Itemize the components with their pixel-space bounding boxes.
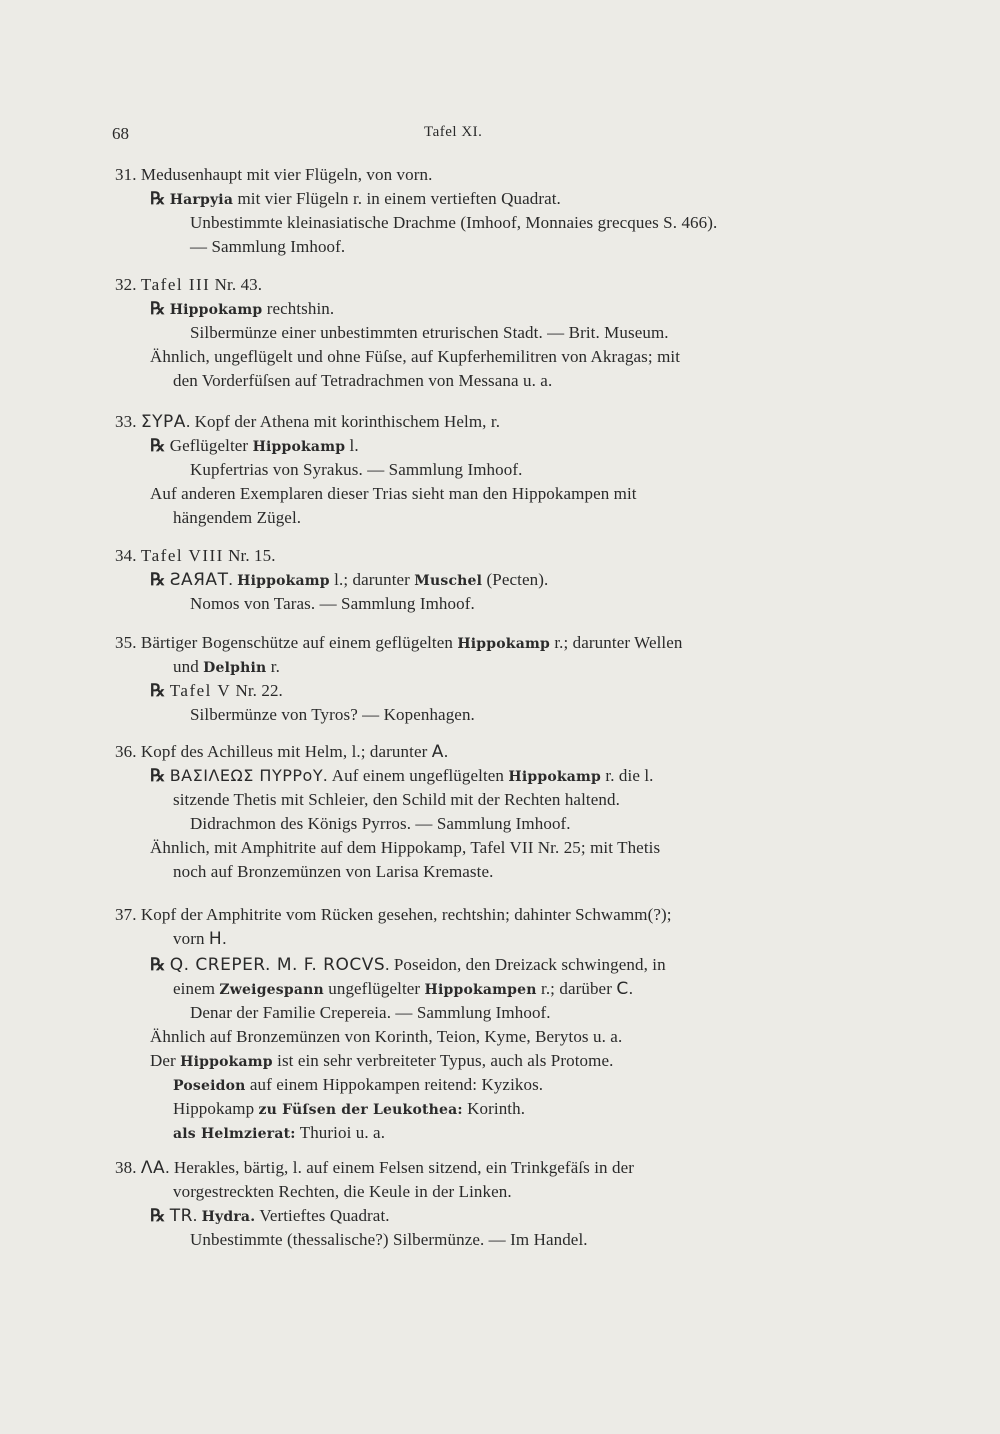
reverse-symbol: ℞ xyxy=(150,570,166,589)
entry-34-line-3: Nomos von Taras. — Sammlung Imhoof. xyxy=(190,594,475,613)
entry-number: 38. xyxy=(115,1158,137,1177)
bold-term: Hippokamp xyxy=(237,573,330,589)
reverse-symbol: ℞ xyxy=(150,1206,166,1225)
entry-36-line-1: 36. Kopf des Achilleus mit Helm, l.; darunter A. xyxy=(115,742,449,762)
entry-33-line-5: hängendem Zügel. xyxy=(173,508,302,527)
entry-32-line-1: 32. Tafel III Nr. 43. xyxy=(115,275,263,294)
entry-37-line-7: Der Hippokamp ist ein sehr verbreiteter Typus, auch als Protome. xyxy=(150,1051,614,1070)
entry-37-line-4: einem Zweigespann ungeflügelter Hippokampen r.; darüber C. xyxy=(173,979,634,999)
bold-term: Harpyia xyxy=(169,192,234,208)
entry-38-line-2: vorgestreckten Rechten, die Keule in der Linken. xyxy=(173,1182,512,1201)
entry-31-line-4: — Sammlung Imhoof. xyxy=(190,237,346,256)
page-number: 68 xyxy=(112,124,129,143)
reverse-symbol: ℞ xyxy=(150,299,166,318)
bold-term: zu Füſsen der Leukothea: xyxy=(258,1102,463,1118)
entry-number: 37. xyxy=(115,905,137,924)
greek-letter: A xyxy=(431,742,444,762)
entry-32-line-4: Ähnlich, ungeflügelt und ohne Füſse, auf Kupferhemilitren von Akragas; mit xyxy=(150,347,681,366)
legend-letter: H xyxy=(208,929,223,949)
bold-term: Muschel xyxy=(414,573,483,589)
legend-letter: C xyxy=(616,979,629,999)
bold-term: Hippokampen xyxy=(424,982,537,998)
entry-37-line-5: Denar der Familie Crepereia. — Sammlung Imhoof. xyxy=(190,1003,551,1022)
reverse-symbol: ℞ xyxy=(150,766,166,785)
entry-31-line-2: ℞ Harpyia mit vier Flügeln r. in einem vertieften Quadrat. xyxy=(150,189,561,208)
entry-37-line-3: ℞ Q. CREPER. M. F. ROCVS. Poseidon, den Dreizack schwingend, in xyxy=(150,955,666,975)
entry-35-line-4: Silbermünze von Tyros? — Kopenhagen. xyxy=(190,705,475,724)
entry-35-line-2: und Delphin r. xyxy=(173,657,280,676)
bold-term: Hippokamp xyxy=(457,636,550,652)
entry-32-line-5: den Vorderfüſsen auf Tetradrachmen von Messana u. a. xyxy=(173,371,553,390)
plate-reference: Tafel V xyxy=(169,681,232,700)
entry-36-line-2: ℞ ΒΑΣΙΛΕΩΣ ΠΥΡΡoΥ. Auf einem ungeflügelten Hippokamp r. die l. xyxy=(150,766,654,785)
entry-33-line-2: ℞ Geflügelter Hippokamp l. xyxy=(150,436,359,455)
entry-38-line-1: 38. ΛΑ. Herakles, bärtig, l. auf einem Felsen sitzend, ein Trinkgefäſs in der xyxy=(115,1158,635,1178)
reverse-symbol: ℞ xyxy=(150,189,166,208)
greek-legend: ƧΑЯΑΤ xyxy=(169,570,229,590)
bold-term: Delphin xyxy=(203,660,267,676)
entry-33-line-1: 33. ΣΥΡΑ. Kopf der Athena mit korinthischem Helm, r. xyxy=(115,412,501,432)
bold-term: Hippokamp xyxy=(508,769,602,785)
entry-36-line-6: noch auf Bronzemünzen von Larisa Kremaste. xyxy=(173,862,494,881)
entry-36-line-4: Didrachmon des Königs Pyrros. — Sammlung Imhoof. xyxy=(190,814,571,833)
entry-32-line-2: ℞ Hippokamp rechtshin. xyxy=(150,299,335,318)
greek-legend: TR xyxy=(169,1206,193,1226)
entry-33-line-4: Auf anderen Exemplaren dieser Trias sieht man den Hippokampen mit xyxy=(150,484,637,503)
greek-legend: ΒΑΣΙΛΕΩΣ ΠΥΡΡoΥ xyxy=(169,766,324,785)
bold-term: Hippokamp xyxy=(180,1054,273,1070)
entry-38-line-4: Unbestimmte (thessalische?) Silbermünze. — Im Handel. xyxy=(190,1230,588,1249)
entry-37-line-6: Ähnlich auf Bronzemünzen von Korinth, Teion, Kyme, Berytos u. a. xyxy=(150,1027,623,1046)
latin-legend: Q. CREPER. M. F. ROCVS xyxy=(169,955,386,975)
entry-37-line-8: Poseidon auf einem Hippokampen reitend: Kyzikos. xyxy=(173,1075,544,1094)
entry-36-line-3: sitzende Thetis mit Schleier, den Schild mit der Rechten haltend. xyxy=(173,790,620,809)
entry-32-line-3: Silbermünze einer unbestimmten etrurischen Stadt. — Brit. Museum. xyxy=(190,323,669,342)
entry-31-line-3: Unbestimmte kleinasiatische Drachme (Imhoof, Monnaies grecques S. 466). xyxy=(190,213,718,232)
entry-number: 35. xyxy=(115,633,137,652)
entry-37-line-1: 37. Kopf der Amphitrite vom Rücken gesehen, rechtshin; dahinter Schwamm(?); xyxy=(115,905,672,924)
greek-legend: ΣΥΡΑ xyxy=(140,412,186,432)
bold-term: Zweigespann xyxy=(219,982,324,998)
entry-33-line-3: Kupfertrias von Syrakus. — Sammlung Imhoof. xyxy=(190,460,523,479)
reverse-symbol: ℞ xyxy=(150,681,166,700)
page-title: Tafel XI. xyxy=(424,124,483,140)
reverse-symbol: ℞ xyxy=(150,436,166,455)
obverse-text: Medusenhaupt mit vier Flügeln, von vorn. xyxy=(140,165,433,184)
entry-38-line-3: ℞ TR. Hydra. Vertieftes Quadrat. xyxy=(150,1206,390,1226)
entry-34-line-1: 34. Tafel VIII Nr. 15. xyxy=(115,546,276,565)
reverse-symbol: ℞ xyxy=(150,955,166,974)
entry-35-line-1: 35. Bärtiger Bogenschütze auf einem geflügelten Hippokamp r.; darunter Wellen xyxy=(115,633,683,652)
bold-term: Hippokamp xyxy=(252,439,346,455)
greek-legend: ΛΑ xyxy=(140,1158,166,1178)
entry-34-line-2: ℞ ƧΑЯΑΤ. Hippokamp l.; darunter Muschel (Pecten). xyxy=(150,570,549,590)
entry-36-line-5: Ähnlich, mit Amphitrite auf dem Hippokamp, Tafel VII Nr. 25; mit Thetis xyxy=(150,838,661,857)
plate-reference: Tafel III xyxy=(140,275,211,294)
entry-number: 31. xyxy=(115,165,137,184)
entry-number: 33. xyxy=(115,412,137,431)
entry-37-line-2: vorn H. xyxy=(173,929,227,949)
entry-number: 36. xyxy=(115,742,137,761)
entry-37-line-9: Hippokamp zu Füſsen der Leukothea: Korinth. xyxy=(173,1099,526,1118)
bold-term: Poseidon xyxy=(173,1078,246,1094)
entry-35-line-3: ℞ Tafel V Nr. 22. xyxy=(150,681,283,700)
entry-number: 32. xyxy=(115,275,137,294)
entry-number: 34. xyxy=(115,546,137,565)
entry-37-line-10: als Helmzierat: Thurioi u. a. xyxy=(173,1123,386,1142)
plate-reference: Tafel VIII xyxy=(140,546,224,565)
bold-term: Hippokamp xyxy=(169,302,263,318)
bold-term: Hydra. xyxy=(201,1209,256,1225)
entry-31-line-1 xyxy=(115,164,432,186)
bold-term: als Helmzierat: xyxy=(173,1126,296,1142)
